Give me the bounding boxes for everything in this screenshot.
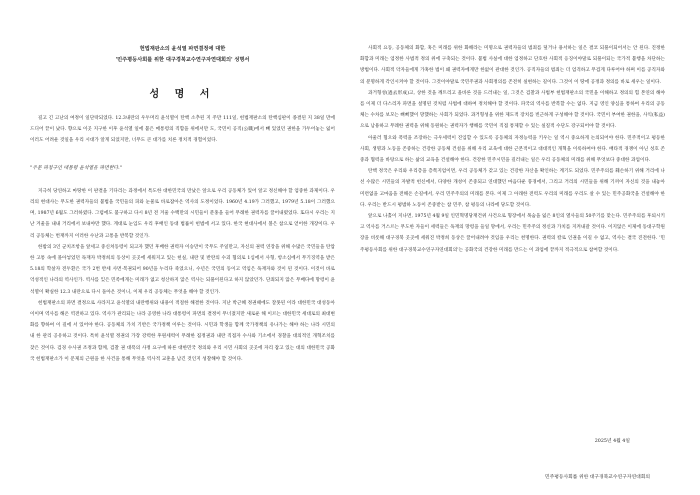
- paragraph: 길고 긴 고난의 여정이 일단락되었다. 12.3내란의 우두머리 윤석열이 탄핵 소추된 지 주만 111일, 헌법재판소의 탄핵심판이 종결된 지 38일 만에 드디어 끝이 났다. 향으로 이곳 지구한 이후 윤석열 일에 불은 매통령의 직함을 위에서만 도, 국민이 공직(公職)에서 빼 있었던 권한을 가두어놓는 잃어 이러도 어려운 것일을 우리 시대가 알게 되었지만, 너무도 큰 대가를 치른 정치적 경험이었다.: [30, 116, 335, 144]
- signature: 민주평등사회를 위한 대구경북교수연구자연대회의: [545, 475, 650, 480]
- paragraph: 한밤의 3인 군치조항을 앞세고 중신쳐동령이 되고자 했던 후배한 권력자 이승만이 국무도 주일만고, 자신의 권력 연장을 위해 수많은 국민들을 탄압한 고통 속에 몰아넣었던 독재자 박정희의 동상이 곳곳에 세워지고 있는 헌실, 내란 및 반란의 수괴 혐의로 1심에서 사형, 항소심에서 무기징역을 받은 5.18의 학살자 전두환은 국가 2번 반세 사면·복권되어 90년을 누리다 죽었으니, 수년은 국민의 동이고 역임은 독재자와 것이 된 것이다. 이것이 바로 억성적인 나라의 역사인가. 역사를 잊은 민족에게는 미래가 없고 청산하지 않은 역사는 되풀이된다고 하지 않았던가. 단죄되지 않은 무배다에 망령이 윤석열이 확실한 12.3 내란으로 다시 돌아온 것이니, 이제 우리 공동체는 무엇을 해야 할 것인가.: [30, 244, 335, 295]
- paragraph: 사회적 요동, 공동체의 화합, 혹은 미래를 위한 화해라는 미명으로 권력자들의 범죄를 덮거나 용서하는 일은 결코 되풀이되어서는 안 된다. 진정한 화합과 미래는 엄정한 사법적 정의 위에 구축되는 것이다. 불법 사실에 대한 엄정하고 단호한 사회적 응징이야말로 되풀이되는 국가적 불행을 차단하는 방법이다. 사회적 악자들에게 가혹한 법이 왜 권력자에게만 한없이 관대한 것인가. 공직자들의 범죄는 더 엄격하고 무겁게 다루어야 하며 이를 공직자와의 분명하게 각인시켜야 할 것이다. 그것이야말로 국민주권과 사회정의를 존전히 실현하는 길이다. 그것이 이 땅에 공정과 정의를 바로 세우는 일이다.: [360, 46, 665, 85]
- paragraph: 탄핵 정국은 우리와 우리층을 층쪽지엄이면, 우리 공동체가 갖고 있는 건강한 자산을 확인하는 계기도 되었다. 민주주의를 훼손하기 위해 거리에 나선 수많은 시민들의 자발적 헌신에서, 다양한 개성이 존중되고 연대했던 마음다운 풍경에서, 그리고 거리의 시민들을 위해 기꺼이 자신의 것을 내놓아 미련없을 고마움을 전해온 손길에서, 우리 민주주의의 미래를 본다. 이제 그 아래한 전력도 우리의 미래를 우리도 살 수 있는 민주공화국을 건설해야 한다. 우리는 반드시 평범하 노동이 존중받는 참 민주, 참 평등의 나라에 당도할 것이다.: [360, 169, 665, 208]
- title-line-2: '민주평등사회를 위한 대구경북교수연구자연대회의' 성명서: [115, 57, 250, 63]
- document-title: [30, 44, 335, 66]
- paragraph: 앞으로 나홀이 지나면, 1975년 4월 9일 인민혁명당재건위 사건으로 형장에서 목숨을 잃은 8인의 열사들의 50주기를 맞는다. 민주주의를 후퇴시키고 역사를 거스르는 무도한 자들이 세력들은 독재의 망령을 들일 망에서, 우리는 민주주의 정신과 가치를 지켜내갈 것이다. 이지않은 이제에 동대구학원장을 비롯해 대구경북 곳곳에 세워진 박정희 동상은 끌어내려야 것임을 우리는 천명한다. 권력의 칼로 인권을 이길 수 없고, 역사는 결국 진전한다. '민주평등사회를 위한 대구경북교수연구자연대회의'는 공화국의 건강한 미래를 만드는 이 과업에 끝까지 적극적으로 참여할 것이다.: [360, 214, 665, 253]
- paragraph: 헌법재판소의 파면 결정으로 사라지고 윤석열의 내란행위와 내용이 적절한 해결한 것이다. 지난 박근혜 정권때에도 잘못된 이라 대한민국 대성동아이이며 역사를 해온 역전하고 있다. 역사가 관리되는 나라 공영한 나라 대통령이 파면의 결정이 무너졌지만 새로운 해 이르는 대한민국 세대로의 최대변화를 향하여 이 길에 서 있어야 한다. 공동체의 가치 기반은 국가정책 이루는 것이다. 시민과 학생들 함께 국가정책의 유나가는 해야 하는 나라 시민의 내 한 관리 공유하고 것이다. 특히 윤석열 정권의 가장 강력한 후원세력이 무례한 집정권과 내란 직접자 수사와 기소에서 경찰을 대의적인 개혁조치를 찾은 것이다. 검경 수사권 조정과 함께, 검찰 권 대폭의 사정 요구에 따른 대한민국 정의와 우리 시민 사회의 곳곳에 자리 잡고 있는 대의 대한민국 공화국 헌법재판소가 이 문제의 근원을 한 사건을 통해 무엇을 역사적 교훈을 남긴 것인지 성찰해야 할 것이다.: [30, 300, 335, 362]
- left-body: [30, 113, 335, 365]
- paragraph: 과거형성(過去形成)고, 상한 것을 깨트리고 올바른 것을 드러내는 일, 그것은 검찰과 사법부 헌법재판소의 국민을 이해하고 정의의 힘 본연의 해야를 이제 더 다스리자 파면을 설명된 것처럼 사법에 대하여 정치해야 할 것이다. 파국의 역사를 반복할 수는 없다. 지금 영인 양심을 통하여 우리의 공동체는 수차를 보모는 뼈뻐했이 망했하는 사회가 되었다. 과거형성을 위한 제도적 장치를 빈근하게 구성해야 할 것이다. 국민이 부여한 권한을, 사익(私益)으로 남용하고 무례한 권력을 위해 동원하는 권력자가 행해를 국민이 직접 통제할 수 있는 실질적 수단도 강구되어야 할 것이다.: [360, 90, 665, 130]
- statement-heading: 성 명 서: [149, 89, 216, 100]
- right-body: [360, 43, 665, 256]
- title-line-1: 헌법재판소의 윤석열 파면결정에 대한: [139, 46, 226, 52]
- statement-date: 2025년 4월 4일: [594, 439, 630, 444]
- paragraph: 아울러 혐오와 폭력을 조장하는 극우세력이 진입할 수 있도록 공동체의 자정능력을 키우는 일 역시 중요하게 논의되어야 한다. 민주적이고 평등한 사회, 생명과 노동을 존중하는 건강한 공동체 건설을 위해 우리 교육에 대한 근본적이고 대대적인 개혁을 이룩하여야 한다. 배타적 경쟁이 아닌 성호 존중과 협력을 바탕으로 하는 삶의 교육을 건설해야 한다. 건강한 민주시민을 길러내는 일은 우리 공동체의 미래를 위해 무엇보다 중대한 과업이다.: [360, 135, 665, 164]
- verdict-quote: "주문 피청구인 대통령 윤석열을 파면한다.": [30, 165, 123, 171]
- paragraph: 지극히 당연하고 마땅한 이 판결을 기다리는 과정에서 특도한 대한민국의 만났은 앞으로 우리 공동체가 있어 알고 정신해야 할 엄중한 과제이다. 우리의 현대사는 무도한 권력자들의 불법을 국민들의 피와 눈물로 바로잡아온 역사의 도정이었다. 1960년 4.19가 그러했고, 1979년 5.18이 그러했으며, 1987년 6월도 그러하였다. 그럼에도 불구하고 다시 8년 전 겨울 수백만의 시민들이 분홍을 들어 무례한 권력자를 끌어내렸었다. 또다시 우리는 지난 겨울을 내내 거리에서 보내야만 했다. 게대로 눈입도 우리 후배인 동대 법률이 헌법에 서고 있다. 한국 현대사에서 볼은 참으로 얻어한 개장이다. 우리 공동체는 번재까지 이러한 수난과 고통을 반복할 것인가.: [30, 188, 335, 239]
